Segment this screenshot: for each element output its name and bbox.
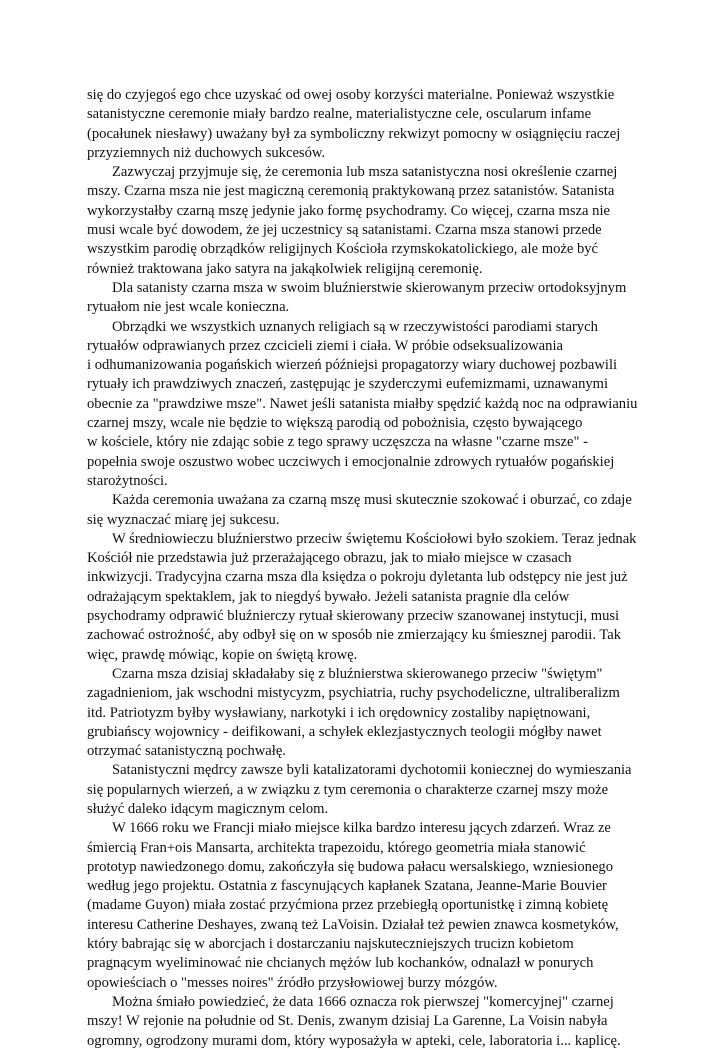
text-line: (madame Guyon) miała zostać przyćmiona przez przebiegłą oportunistkę i zimną kobietę [87,897,609,914]
text-line: rytuały ich prawdziwych znaczeń, zastępując je szyderczymi eufemizmami, uznawanymi [87,376,609,393]
text-line: zachować ostrożność, aby odbył się on w sposób nie zmierzający ku śmiesznej parodii. Tak [87,627,622,644]
text-line: opowieściach o "messes noires" źródło przysłowiowej burzy mózgów. [87,974,498,991]
text-line: mszy! W rejonie na południe od St. Denis, zwanym dzisiaj La Garenne, La Voisin nabyła [87,1013,608,1030]
text-line: się popularnych wierzeń, a w związku z tym ceremonia o charakterze czarnej mszy może [87,781,609,798]
text-line: grubiańscy wojownicy - deifikowani, a schyłek eklezjastycznych teologii mógłby nawet [87,723,602,740]
paragraph-first-line: W 1666 roku we Francji miało miejsce kilka bardzo interesu jących zdarzeń. Wraz ze [112,820,611,837]
text-line: wykorzystałby czarną mszę jedynie jako formę psychodramy. Co więcej, czarna msza nie [87,202,611,219]
text-line: i odhumanizowania pogańskich wierzeń późniejsi propagatorzy wiary duchowej pozbawili [87,357,618,374]
text-line: itd. Patriotyzm byłby wysławiany, narkotyki i ich orędownicy zostaliby napiętnowani, [87,704,591,721]
text-line: (pocałunek niesławy) uważany był za symboliczny rekwizyt pomocny w osiągnięciu raczej [87,125,621,142]
text-line: musi wcale być dowodem, że jej uczestnicy są satanistami. Czarna msza stanowi przede [87,222,602,239]
text-line: według jego projektu. Ostatnia z fascynujących kapłanek Szatana, Jeanne-Marie Bouvier [87,878,607,895]
text-line: zagadnieniom, jak wschodni mistycyzm, psychiatria, ruchy psychodeliczne, ultraliberalizm [87,685,620,702]
text-line: interesu Catherine Deshayes, zwaną też LaVoisin. Działał też pewien znawca kosmetyków, [87,916,619,933]
text-line: psychodramy odprawić bluźnierczy rytuał skierowany przeciw szanowanej instytucji, musi [87,608,620,625]
text-line: odrażającym spektaklem, jak to niegdyś bywało. Jeżeli satanista pragnie dla celów [87,588,570,605]
text-line: wszystkim parodię obrządków religijnych Kościoła rzymskokatolickiego, ale może być [87,241,599,258]
document-body [87,86,639,1051]
text-line: który babrając się w aborcjach i dostarczaniu najskuteczniejszych trucizn kobietom [87,936,574,953]
text-line: również traktowana jako satyra na jakąkolwiek religijną ceremonię. [87,260,483,277]
text-line: przyziemnych niż duchowych sukcesów. [87,144,326,161]
text-line: Kościół nie przedstawia już przerażającego obrazu, jak to miało miejsce w czasach [87,550,572,567]
text-line: w kościele, który nie zdając sobie z tego sprawy uczęszcza na własne "czarne msze" - [87,434,588,451]
text-line: więc, prawdę mówiąc, kopie on świętą krowę. [87,646,358,663]
paragraph-first-line: Zazwyczaj przyjmuje się, że ceremonia lub msza satanistyczna nosi określenie czarnej [112,164,618,181]
text-line: prototyp nawiedzonego domu, zakończyła się budowa pałacu wersalskiego, wzniesionego [87,858,614,875]
text-line: obecnie za "prawdziwe msze". Nawet jeśli satanista miałby spędzić każdą noc na odprawianiu [87,395,638,412]
text-line: ogromny, ogrodzony murami dom, który wyposażyła w apteki, cele, laboratoria i... kaplicę. [87,1032,621,1049]
paragraph-first-line: Można śmiało powiedzieć, że data 1666 oznacza rok pierwszej "komercyjnej" czarnej [112,993,614,1010]
text-line: rytuałom nie jest wcale konieczna. [87,299,290,316]
paragraph-first-line: W średniowieczu bluźnierstwo przeciw świętemu Kościołowi było szokiem. Teraz jednak [112,530,637,547]
paragraph-first-line: Obrządki we wszystkich uznanych religiach są w rzeczywistości parodiami starych [112,318,598,335]
text-line: czarnej mszy, wcale nie będzie to większą parodią od pobożnisia, często bywającego [87,415,583,432]
text-line: się wyznaczać miarę jej sukcesu. [87,511,280,528]
paragraph-first-line: Każda ceremonia uważana za czarną mszę musi skutecznie szokować i oburzać, co zdaje [112,492,632,509]
text-line: popełnia swoje oszustwo wobec uczciwych i emocjonalnie zdrowych rytuałów pogańskiej [87,453,615,470]
text-line: satanistyczne ceremonie miały bardzo realne, materialistyczne cele, oscularum infame [87,106,592,123]
text-line: inkwizycji. Tradycyjna czarna msza dla księdza o pokroju dyletanta lub odstępcy nie jest już [87,569,628,586]
paragraph-first-line: Dla satanisty czarna msza w swoim bluźnierstwie skierowanym przeciw ortodoksyjnym [112,279,627,296]
paragraph-first-line: Czarna msza dzisiaj składałaby się z bluźnierstwa skierowanego przeciw "świętym" [112,665,603,682]
text-line: rytuałów odprawianych przez czcicieli ziemi i ciała. W próbie odseksualizowania [87,337,563,354]
text-line: śmiercią Fran+ois Mansarta, architekta trapezoidu, którego geometria miała stanowić [87,839,586,856]
text-line: pragnącym wyeliminować nie chcianych mężów lub kochanków, odnalazł w ponurych [87,955,594,972]
text-line: służyć daleko idącym magicznym celom. [87,800,329,817]
text-line: mszy. Czarna msza nie jest magiczną ceremonią praktykowaną przez satanistów. Satanista [87,183,615,200]
text-line: otrzymać satanistyczną pochwałę. [87,743,286,760]
paragraph-first-line: Satanistyczni mędrcy zawsze byli katalizatorami dychotomii koniecznej do wymieszania [112,762,632,779]
text-line: starożytności. [87,472,168,489]
text-line: się do czyjegoś ego chce uzyskać od owej osoby korzyści materialne. Ponieważ wszystkie [87,87,615,103]
